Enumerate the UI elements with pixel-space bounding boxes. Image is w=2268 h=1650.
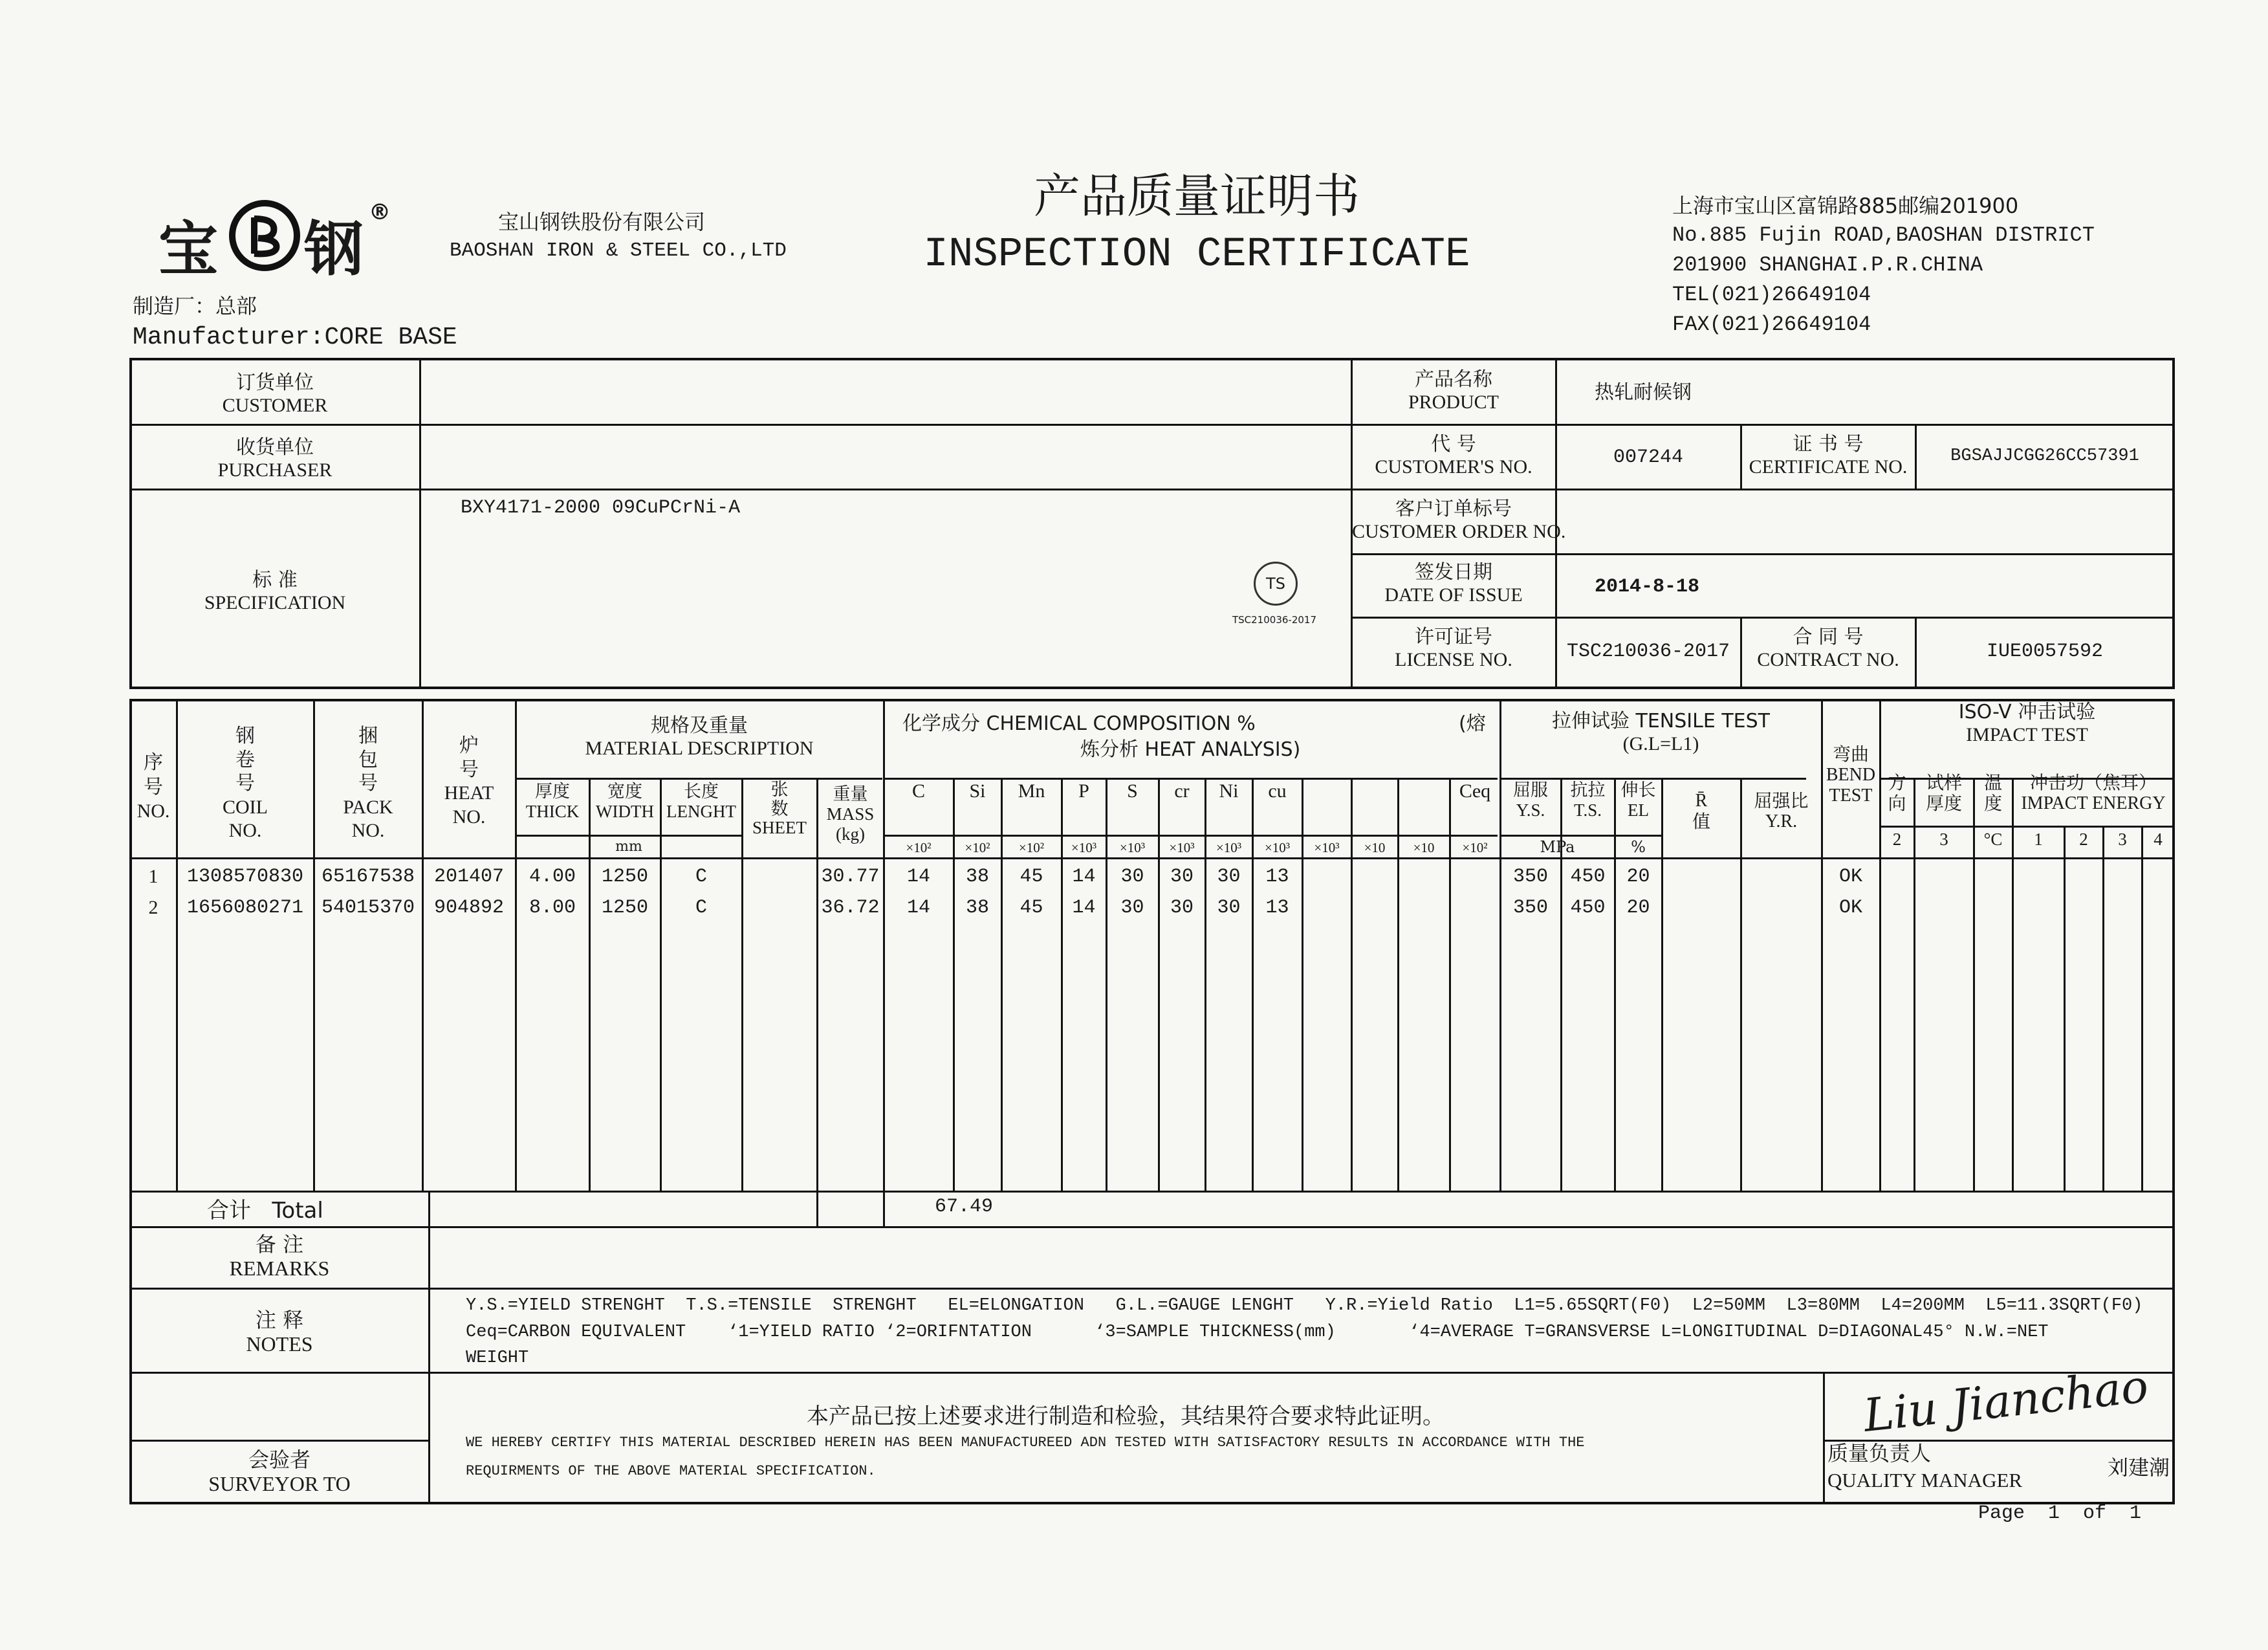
col-direction-header: 方 向 [1888, 772, 1906, 815]
col-width-header: 宽度 WIDTH [596, 782, 654, 822]
quality-manager-en: QUALITY MANAGER [1827, 1469, 2023, 1491]
certify-en-line-1: WE HEREBY CERTIFY THIS MATERIAL DESCRIBED HEREIN HAS BEEN MANUFACTUREED ADN TESTED WITH SATISFACTORY RESULTS IN ACCORDANCE WITH THE [466, 1435, 1585, 1451]
contract-no-value: IUE0057592 [1986, 641, 2104, 663]
company-logo [158, 194, 391, 284]
notes-line-1: Y.S.=YIELD STRENGHT T.S.=TENSILE STRENGHT EL=ELONGATION G.L.=GAUGE LENGHT Y.R.=Yield Ratio L1=5.65SQRT(F0) L2=50MM L3=80MM L4=200MM L5=11.3SQRT(F0) [466, 1296, 2143, 1315]
col-heat-header: 炉 号 HEAT NO. [444, 734, 494, 828]
customer-no-value: 007244 [1613, 446, 1684, 468]
customer-label: 订货单位 CUSTOMER [222, 371, 328, 416]
col-ys-header: 屈服 Y.S. [1513, 780, 1548, 820]
chem-composition-paren: (熔 [1459, 712, 1486, 735]
col-length-header: 长度 LENGHT [666, 782, 736, 822]
remarks-label: 备 注 REMARKS [229, 1232, 330, 1280]
address-line-2: No.885 Fujin ROAD,BAOSHAN DISTRICT [1672, 223, 2095, 247]
address-tel: TEL(021)26649104 [1672, 283, 1871, 307]
unit-percent: % [1631, 838, 1646, 856]
customer-order-label: 客户订单标号 CUSTOMER ORDER NO. [1352, 498, 1566, 542]
ts-stamp-icon: TS [1254, 562, 1298, 606]
col-yr-header: 屈强比 Y.R. [1754, 790, 1809, 832]
address-block [1672, 194, 2095, 343]
col-sheet-header: 张 数 SHEET [752, 780, 807, 838]
total-label: 合计 Total [207, 1198, 323, 1224]
chem-composition-header-1: 化学成分 CHEMICAL COMPOSITION % [902, 712, 1256, 735]
impact-test-header: ISO-V 冲击试验 IMPACT TEST [1958, 701, 2096, 745]
specification-label: 标 准 SPECIFICATION [204, 569, 346, 613]
baosteel-logo-icon [228, 199, 301, 272]
certificate-no-label: 证 书 号 CERTIFICATE NO. [1749, 433, 1908, 478]
license-no-value: TSC210036-2017 [1566, 641, 1730, 663]
quality-manager-signature: Liu Jianchao [1860, 1359, 2151, 1442]
notes-text [466, 1293, 2143, 1372]
quality-manager-cn: 质量负责人 [1827, 1441, 1932, 1466]
product-label: 产品名称 PRODUCT [1408, 368, 1499, 413]
col-temp-header: 温 度 [1983, 772, 2002, 815]
product-value: 热轧耐候钢 [1595, 381, 1692, 404]
col-impact-energy-header: 冲击功（焦耳） IMPACT ENERGY [2021, 772, 2166, 814]
table-row: 2 1656080271 54015370 904892 8.00 1250 C 36.72 14 38 45 14 30 30 30 13 350 450 20 OK [148, 897, 1862, 919]
quality-manager-name: 刘建潮 [2108, 1455, 2170, 1480]
col-coil-header: 钢 卷 号 COIL NO. [223, 725, 268, 842]
table-row: 1 1308570830 65167538 201407 4.00 1250 C 30.77 14 38 45 14 30 30 30 13 350 450 20 OK [148, 866, 1862, 888]
col-thick-header: 厚度 THICK [525, 782, 580, 822]
certify-en [466, 1429, 1584, 1486]
address-fax: FAX(021)26649104 [1672, 313, 1871, 336]
col-el-header: 伸长 EL [1620, 780, 1656, 820]
company-name-en: BAOSHAN IRON & STEEL CO.,LTD [450, 239, 787, 262]
col-mass-header: 重量 MASS (kg) [826, 784, 875, 844]
certify-en-line-2: REQUIRMENTS OF THE ABOVE MATERIAL SPECIFICATION. [466, 1463, 876, 1479]
license-no-label: 许可证号 LICENSE NO. [1395, 626, 1512, 670]
col-pack-header: 捆 包 号 PACK NO. [343, 725, 393, 842]
material-description-header: 规格及重量 MATERIAL DESCRIPTION [585, 714, 814, 759]
logo-text-right: 钢 [304, 215, 364, 284]
logo-text-left: 宝 [158, 215, 219, 284]
address-line-3: 201900 SHANGHAI.P.R.CHINA [1672, 253, 1983, 277]
registered-mark: ® [369, 199, 391, 225]
total-mass: 67.49 [935, 1196, 994, 1218]
customer-no-label: 代 号 CUSTOMER'S NO. [1375, 433, 1532, 478]
tensile-test-header: 拉伸试验 TENSILE TEST (G.L=L1) [1551, 710, 1770, 754]
col-sample-thickness-header: 试样 厚度 [1925, 772, 1962, 815]
manufacturer-cn: 制造厂：总部 [133, 294, 257, 318]
col-r-header: R̄ 值 [1692, 791, 1710, 833]
col-seq-header: 序 号 NO. [136, 751, 170, 822]
page-title-en: INSPECTION CERTIFICATE [923, 232, 1470, 278]
date-of-issue-value: 2014-8-18 [1595, 576, 1700, 598]
manufacturer-en: Manufacturer:CORE BASE [133, 324, 457, 351]
col-ts-header: 抗拉 T.S. [1570, 780, 1606, 820]
surveyor-label: 会验者 SURVEYOR TO [208, 1447, 351, 1495]
company-name-cn: 宝山钢铁股份有限公司 [498, 210, 706, 234]
notes-line-2: Ceq=CARBON EQUIVALENT ‘1=YIELD RATIO ‘2=ORIFNTATION ‘3=SAMPLE THICKNESS(mm) ‘4=AVERAGE T=GRANSVERSE L=LONGITUDINAL D=DIAGONAL45° N.W.=NET [466, 1322, 2049, 1342]
specification-value: BXY4171-2000 09CuPCrNi-A [461, 497, 741, 519]
chem-composition-header-2: 炼分析 HEAT ANALYSIS) [1080, 738, 1301, 761]
ts-stamp [1229, 562, 1320, 633]
page-number: Page 1 of 1 [1978, 1502, 2142, 1524]
certify-cn: 本产品已按上述要求进行制造和检验，其结果符合要求特此证明。 [807, 1403, 1445, 1429]
contract-no-label: 合 同 号 CONTRACT NO. [1757, 626, 1899, 670]
ts-stamp-caption: TSC210036-2017 [1232, 614, 1316, 626]
address-line-1: 上海市宝山区富锦路885邮编201900 [1672, 193, 2019, 218]
certificate-no-value: BGSAJJCGG26CC57391 [1950, 446, 2139, 466]
page-title-cn: 产品质量证明书 [1033, 169, 1360, 223]
unit-mm: mm [615, 839, 642, 855]
notes-line-3: WEIGHT [466, 1348, 529, 1368]
unit-mpa: MPa [1540, 838, 1575, 856]
purchaser-label: 收货单位 PURCHASER [217, 436, 333, 481]
date-of-issue-label: 签发日期 DATE OF ISSUE [1384, 561, 1523, 606]
col-bend-header: 弯曲 BEND TEST [1826, 743, 1876, 806]
notes-label: 注 释 NOTES [246, 1308, 313, 1356]
